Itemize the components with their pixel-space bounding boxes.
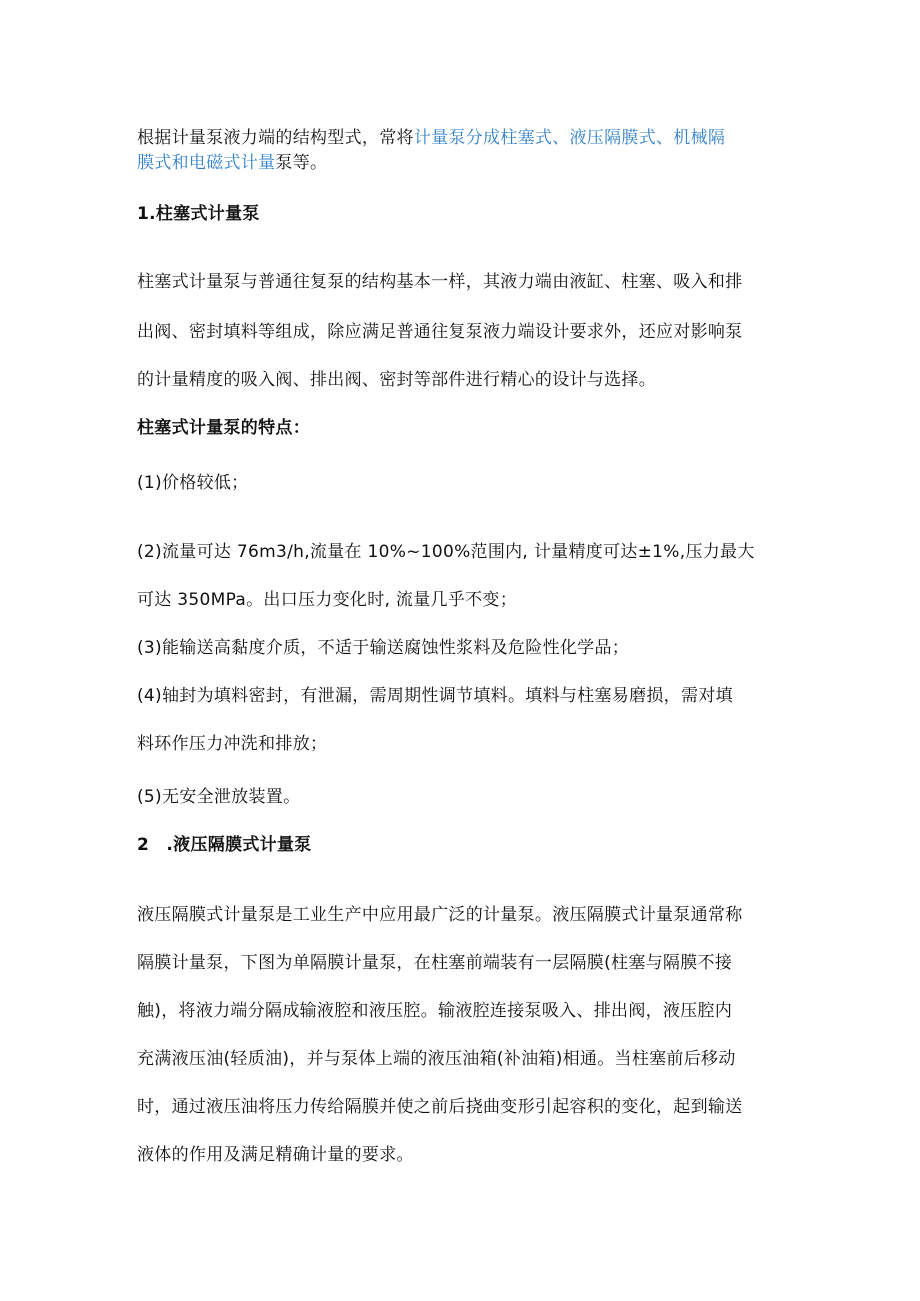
section-2-para-line: 时，通过液压油将压力传给隔膜并使之前后挠曲变形引起容积的变化，起到输送 — [137, 1097, 743, 1117]
intro-link[interactable]: 计量泵分成柱塞式、液压隔膜式、机械隔 — [413, 128, 726, 148]
section-2-heading: 2 .液压隔膜式计量泵 — [137, 835, 312, 855]
intro-line-2 — [137, 152, 327, 174]
section-1-para-line: 的计量精度的吸入阀、排出阀、密封等部件进行精心的设计与选择。 — [137, 370, 656, 390]
section-2-para-line: 液压隔膜式计量泵是工业生产中应用最广泛的计量泵。液压隔膜式计量泵通常称 — [137, 905, 743, 925]
intro-line-1 — [137, 127, 725, 149]
section-2-para-line: 触)，将液力端分隔成输液腔和液压腔。输液腔连接泵吸入、排出阀，液压腔内 — [137, 1001, 733, 1021]
feature-item-4-line-2: 料环作压力冲洗和排放； — [137, 734, 328, 754]
section-2-para-line: 液体的作用及满足精确计量的要求。 — [137, 1145, 414, 1165]
section-1-para-line: 出阀、密封填料等组成，除应满足普通往复泵液力端设计要求外，还应对影响泵 — [137, 322, 743, 342]
feature-item-2-line-1: (2)流量可达 76m3∕h,流量在 10%~100%范围内, 计量精度可达±1%,压力最大 — [137, 542, 755, 562]
features-heading: 柱塞式计量泵的特点： — [137, 418, 310, 438]
section-1-heading: 1.柱塞式计量泵 — [137, 204, 260, 224]
section-2-para-line: 充满液压油(轻质油)，并与泵体上端的液压油箱(补油箱)相通。当柱塞前后移动 — [137, 1049, 736, 1069]
feature-item-5: (5)无安全泄放装置。 — [137, 787, 301, 807]
intro-text-end: 泵等。 — [275, 153, 328, 173]
section-2-para-line: 隔膜计量泵，下图为单隔膜计量泵，在柱塞前端装有一层隔膜(柱塞与隔膜不接 — [137, 953, 733, 973]
feature-item-3: (3)能输送高黏度介质，不适于输送腐蚀性浆料及危险性化学品； — [137, 638, 630, 658]
intro-link-continued[interactable]: 膜式和电磁式计量 — [137, 153, 276, 173]
feature-item-4-line-1: (4)轴封为填料密封，有泄漏，需周期性调节填料。填料与柱塞易磨损，需对填 — [137, 686, 733, 706]
feature-item-1: (1)价格较低； — [137, 473, 249, 493]
intro-text: 根据计量泵液力端的结构型式，常将 — [137, 128, 414, 148]
feature-item-2-line-2: 可达 350MPa。出口压力变化时, 流量几乎不变； — [137, 590, 518, 610]
section-1-para-line: 柱塞式计量泵与普通往复泵的结构基本一样，其液力端由液缸、柱塞、吸入和排 — [137, 272, 743, 292]
